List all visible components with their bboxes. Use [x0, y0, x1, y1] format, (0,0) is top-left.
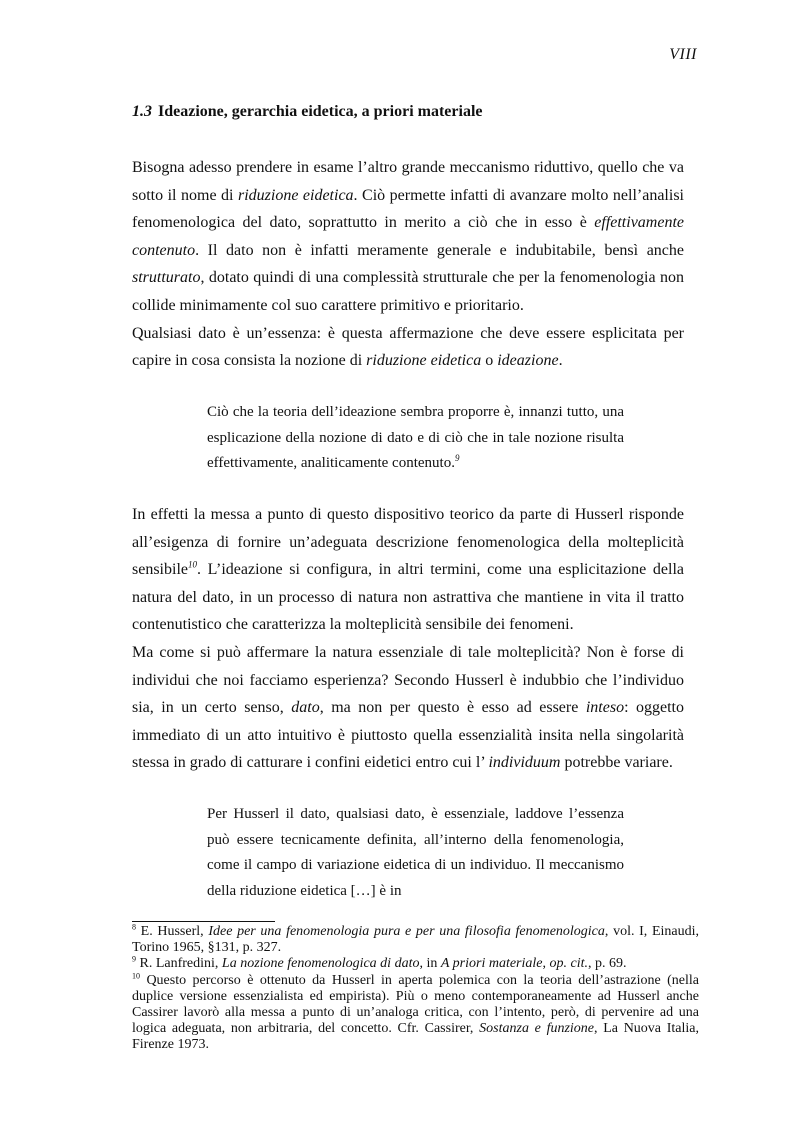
emphasis: riduzione eidetica — [237, 186, 354, 204]
section-title: Ideazione, gerarchia eidetica, a priori materiale — [158, 103, 483, 120]
text-run: , p. 69. — [588, 956, 627, 972]
text-run: , dotato quindi di una complessità strutturale che per la fenomenologia non collide minimamente col suo carattere primitivo e prioritario. — [132, 269, 684, 314]
text-run: Qualsiasi dato è un’essenza: è questa affermazione che deve essere esplicitata per capire in cosa consista la nozione di — [132, 324, 684, 370]
text-run: , vol. I, Einaudi, Torino 1965, §131, p. 327. — [132, 924, 699, 956]
text-run: R. Lanfredini, — [136, 956, 222, 972]
text-run: , La Nuova Italia, Firenze 1973. — [132, 1021, 699, 1053]
footnote-number: 8 — [132, 922, 136, 932]
text-run: . Ciò permette infatti di avanzare molto nell’analisi fenomenologica del dato, soprattutto in merito a ciò che in esso è — [132, 186, 684, 232]
body-text-upper — [132, 154, 684, 375]
paragraph-dispositivo-teorico — [132, 501, 684, 639]
emphasis: Sostanza e funzione — [479, 1021, 595, 1037]
emphasis: A priori materiale — [440, 956, 543, 972]
text-run: . L’ideazione si configura, in altri termini, come una esplicitazione della natura del dato, in un processo di natura non astrattiva che mantiene in vita il tratto contenutistico che caratterizza la molteplicità sensibile dei fenomeni. — [132, 561, 684, 634]
emphasis: La nozione fenomenologica di dato — [221, 956, 420, 972]
quote-text: Per Husserl il dato, qualsiasi dato, è essenziale, laddove l’essenza può essere tecnicamente definita, all’interno della fenomenologia, come il campo di variazione eidetica di un individuo. Il meccanismo della riduzione eidetica […] è in — [207, 806, 624, 899]
text-run: , ma non per questo è esso ad essere — [319, 699, 586, 717]
footnote-10 — [132, 970, 699, 1054]
footnote-ref-9: 9 — [454, 453, 460, 463]
block-quote-husserl-dato — [207, 802, 624, 904]
text-run: Questo percorso è ottenuto da Husserl in aperta polemica con la teoria dell’astrazione (nella duplice versione essenzialista ed empirista). Più o meno contemporaneamente ad Husserl anche Cassirer lavorò alla messa a punto di un’analoga critica, con l’intento, però, di pervenire ad una logica adeguata, non arbitraria, del concetto. Cfr. Cassirer, — [132, 972, 699, 1037]
emphasis: strutturato — [132, 269, 201, 287]
footnote-8 — [132, 924, 699, 956]
emphasis: ideazione — [497, 352, 559, 370]
paragraph-molteplicita — [132, 639, 684, 777]
emphasis: effettivamente contenuto — [132, 214, 684, 259]
text-run: Ma come si può affermare la natura essenziale di tale molteplicità? Non è forse di individui che noi facciamo esperienza? Secondo Husserl è indubbio che l’individuo sia, in un certo senso, — [132, 643, 684, 717]
text-run: E. Husserl, — [136, 924, 209, 939]
text-run: In effetti la messa a punto di questo dispositivo teorico da parte di Husserl risponde all’esigenza di fornire un’adeguata descrizione fenomenologica della molteplicità sensibile — [132, 506, 684, 579]
text-run: o — [481, 352, 498, 370]
footnotes — [132, 924, 699, 1054]
footnote-ref-10: 10 — [188, 559, 197, 570]
text-run: Bisogna adesso prendere in esame l’altro grande meccanismo riduttivo, quello che va sotto il nome di — [132, 159, 684, 204]
body-text-lower — [132, 501, 684, 777]
text-run: , in — [419, 956, 441, 972]
emphasis: dato — [291, 699, 320, 717]
emphasis: op. cit. — [549, 956, 588, 972]
emphasis: individuum — [488, 754, 561, 772]
section-heading — [132, 103, 483, 121]
emphasis: riduzione eidetica — [366, 352, 482, 370]
paragraph-riduzione-eidetica — [132, 154, 684, 320]
footnote-9 — [132, 956, 699, 972]
text-run: : oggetto immediato di un atto intuitivo è piuttosto quella essenzialità insita nella singolarità stessa in grado di catturare i confini eidetici entro cui l’ — [132, 699, 685, 772]
page-number: VIII — [669, 46, 697, 63]
paragraph-essenza — [132, 320, 684, 375]
emphasis: inteso — [585, 699, 625, 717]
footnote-divider — [132, 921, 275, 922]
quote-text: Ciò che la teoria dell’ideazione sembra proporre è, innanzi tutto, una esplicazione della nozione di dato e di ciò che in tale nozione risulta effettivamente, analiticamente contenuto. — [207, 404, 624, 471]
footnote-number: 9 — [132, 954, 136, 964]
text-run: . — [558, 352, 563, 370]
text-run: potrebbe variare. — [560, 754, 673, 772]
text-run: , — [542, 956, 550, 972]
footnote-number: 10 — [132, 970, 140, 980]
section-number: 1.3 — [132, 103, 152, 120]
text-run: . Il dato non è infatti meramente generale e indubitabile, bensì anche — [195, 241, 684, 259]
emphasis: Idee per una fenomenologia pura e per una filosofia fenomenologica — [208, 924, 605, 939]
block-quote-ideazione — [207, 400, 624, 477]
